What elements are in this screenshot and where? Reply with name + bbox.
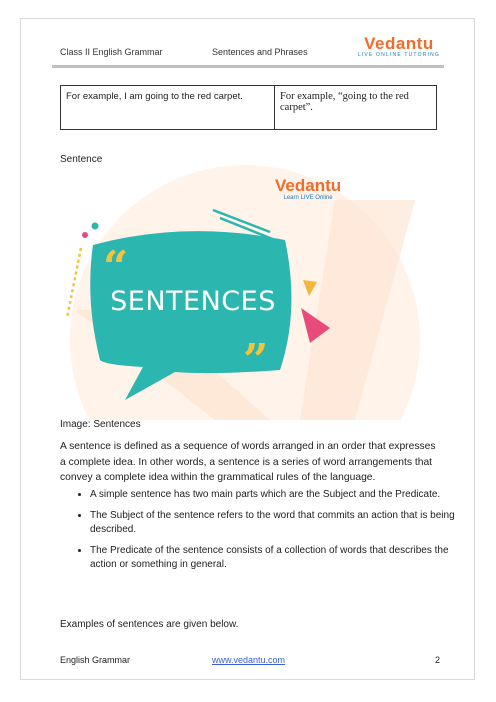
- header-subject-label: Sentences and Phrases: [212, 47, 308, 57]
- header-divider: [52, 65, 444, 68]
- table-row: [61, 86, 437, 130]
- decor-dot: [82, 232, 88, 238]
- list-item: • The Predicate of the sentence consists of a collection of words that describes the action or something in general.: [90, 544, 468, 573]
- close-quote-icon: ”: [243, 335, 269, 386]
- footer-subject: English Grammar: [60, 655, 131, 665]
- page-number: 2: [434, 655, 440, 665]
- list-item: • A simple sentence has two main parts which are the Subject and the Predicate.: [90, 488, 468, 503]
- page-header: [60, 34, 440, 66]
- examples-intro: Examples of sentences are given below.: [60, 619, 239, 630]
- table-cell-phrase: For example, “going to the red carpet”.: [275, 86, 437, 130]
- bubble-text: SENTENCES: [110, 286, 276, 317]
- logo-tagline: LIVE ONLINE TUTORING: [357, 52, 440, 58]
- logo-brand: Vedantu: [364, 34, 434, 53]
- definition-paragraph: A sentence is defined as a sequence of words arranged in an order that expresses a complete idea. In other words, a sentence is a series of word arrangements that convey a complete idea within the grammatical rules of the language.: [60, 441, 436, 483]
- bullet-list: [62, 488, 468, 579]
- illustration-logo: [275, 176, 341, 201]
- vedantu-logo: [358, 34, 440, 58]
- open-quote-icon: “: [103, 242, 129, 293]
- decor-dot: [92, 223, 99, 230]
- illustration-logo-brand: Vedantu: [275, 176, 342, 195]
- illustration-logo-tagline: Learn LIVE Online: [283, 195, 333, 201]
- sentences-illustration: [55, 160, 445, 420]
- section-title: Sentence: [60, 154, 103, 165]
- list-item: • The Subject of the sentence refers to the word that commits an action that is being described.: [90, 509, 468, 538]
- image-caption: Image: Sentences: [60, 419, 141, 430]
- footer-website-link[interactable]: www.vedantu.com: [212, 655, 286, 665]
- example-table: [60, 85, 437, 130]
- header-class-label: Class II English Grammar: [60, 47, 163, 57]
- table-cell-sentence: For example, I am going to the red carpet.: [61, 86, 275, 130]
